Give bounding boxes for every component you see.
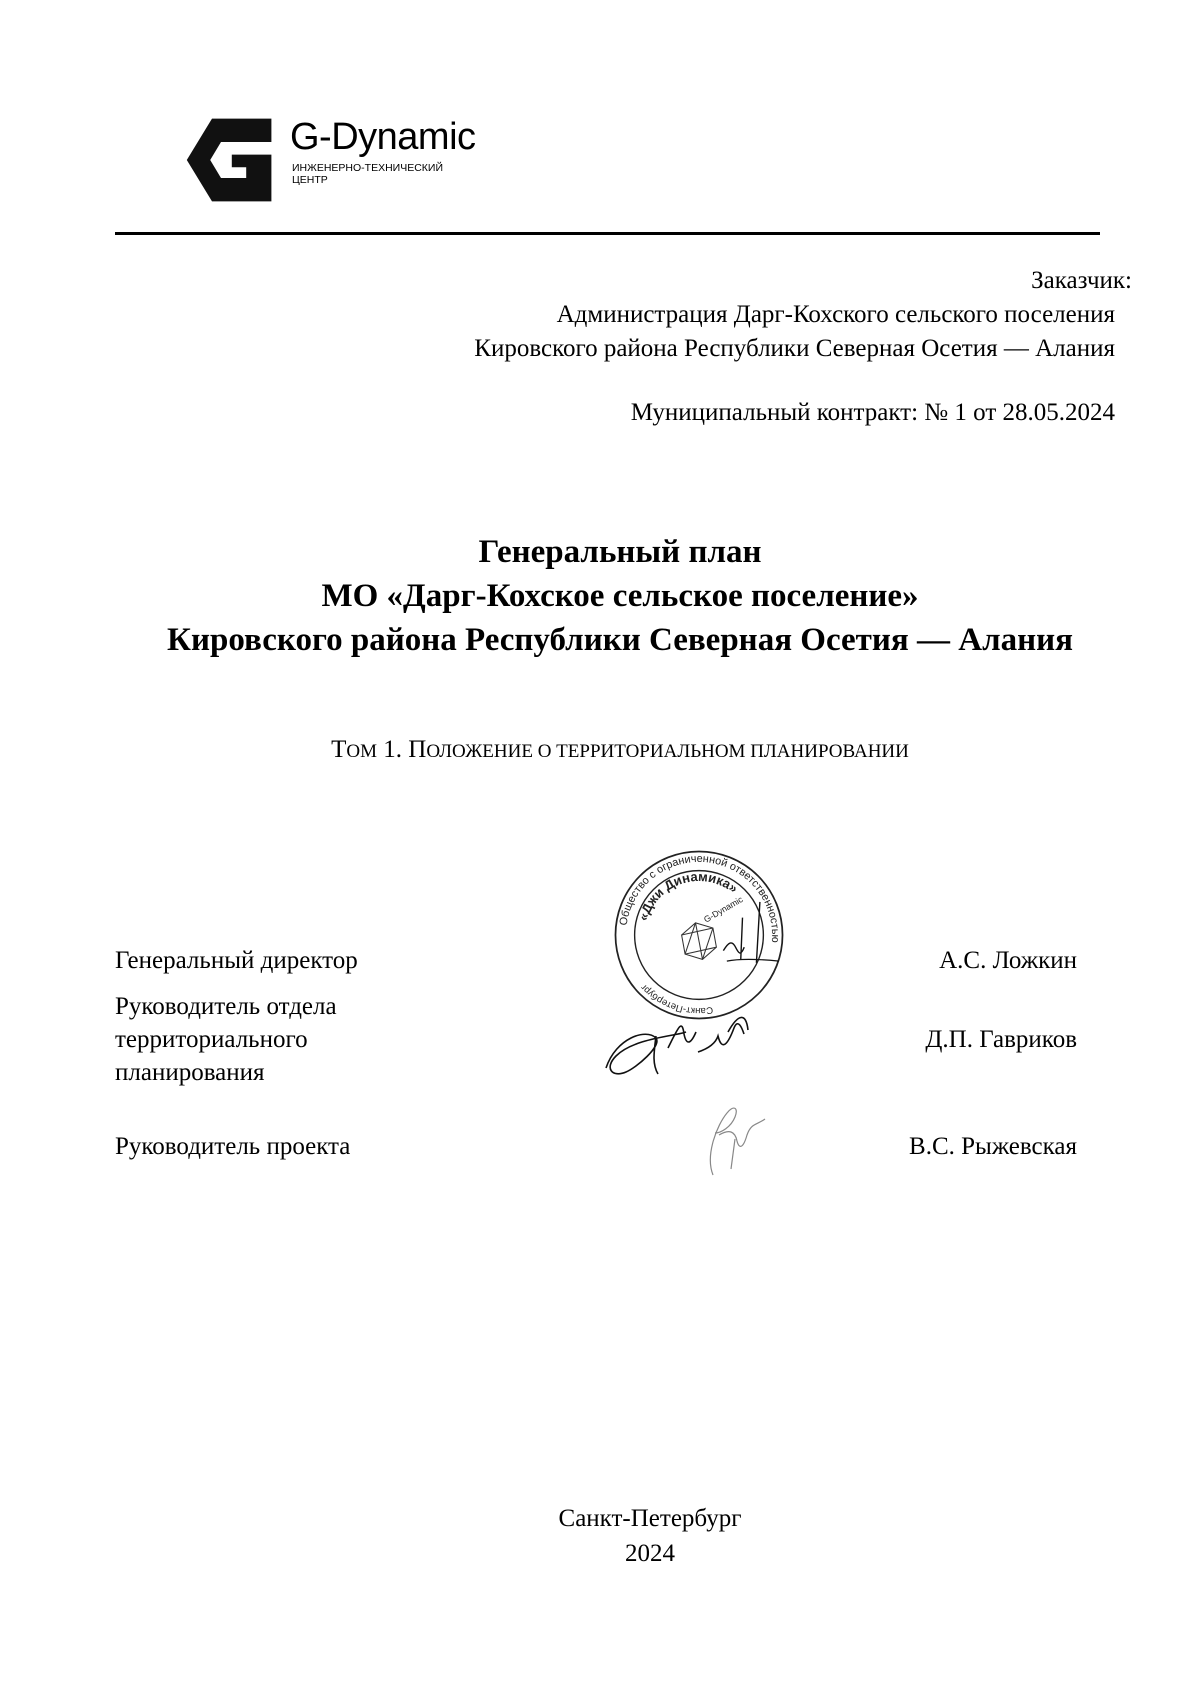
volume-rest: ОЛОЖЕНИЕ О ТЕРРИТОРИАЛЬНОМ ПЛАНИРОВАНИИ: [426, 741, 909, 762]
company-logo: [185, 115, 485, 210]
document-title-line1: Генеральный план: [478, 534, 762, 570]
company-seal: [612, 848, 786, 1022]
signatory-role-1: Генеральный директор: [115, 947, 358, 974]
signatory-name-3: В.С. Рыжевская: [909, 1133, 1077, 1160]
seal-hexagon-emblem: [682, 923, 717, 960]
signature-ryzhevskaya: [695, 1095, 775, 1185]
footer-year: 2024: [625, 1540, 675, 1567]
signatory-name-1: А.С. Ложкин: [939, 947, 1077, 974]
signatory-role-2-line3: планирования: [115, 1059, 265, 1086]
seal-inner-text: «Джи Динамика»: [635, 868, 741, 923]
signature-gavrikov: [598, 1008, 778, 1088]
document-title-line2: МО «Дарг-Кохское сельское поселение»: [321, 578, 919, 614]
seal-city-text: Санкт-Петербург: [638, 981, 714, 1017]
customer-label: Заказчик:: [1031, 267, 1132, 294]
customer-line2: Кировского района Республики Северная Осетия — Алания: [474, 335, 1115, 362]
contract-number: Муниципальный контракт: № 1 от 28.05.2024: [630, 399, 1115, 426]
volume-number: 1.: [377, 736, 409, 763]
signatory-name-2: Д.П. Гавриков: [925, 1026, 1077, 1053]
volume-cap2: П: [408, 736, 427, 763]
signatory-role-3: Руководитель проекта: [115, 1133, 351, 1160]
seal-brand-text: G-Dynamic: [701, 894, 745, 925]
volume-word: ОМ: [346, 741, 378, 762]
footer-city: Санкт-Петербург: [558, 1505, 742, 1532]
logo-subtitle-line2: ЦЕНТР: [292, 174, 328, 186]
volume-title: [0, 733, 1200, 769]
signatory-role-2-line1: Руководитель отдела: [115, 993, 337, 1020]
logo-subtitle-line1: ИНЖЕНЕРНО-ТЕХНИЧЕСКИЙ: [292, 162, 444, 174]
customer-line1: Администрация Дарг-Кохского сельского поселения: [556, 301, 1115, 328]
header-divider: [115, 232, 1100, 235]
document-title-line3: Кировского района Республики Северная Осетия — Алания: [167, 622, 1073, 658]
g-dynamic-logo-icon: [185, 115, 275, 205]
signatory-role-2-line2: территориального: [115, 1026, 308, 1053]
seal-outer-text: Общество с ограниченной ответственностью: [617, 852, 782, 943]
volume-cap1: Т: [331, 736, 347, 763]
svg-text:Общество с ограниченной ответс: [618, 853, 782, 943]
logo-name: G-Dynamic: [290, 116, 476, 158]
